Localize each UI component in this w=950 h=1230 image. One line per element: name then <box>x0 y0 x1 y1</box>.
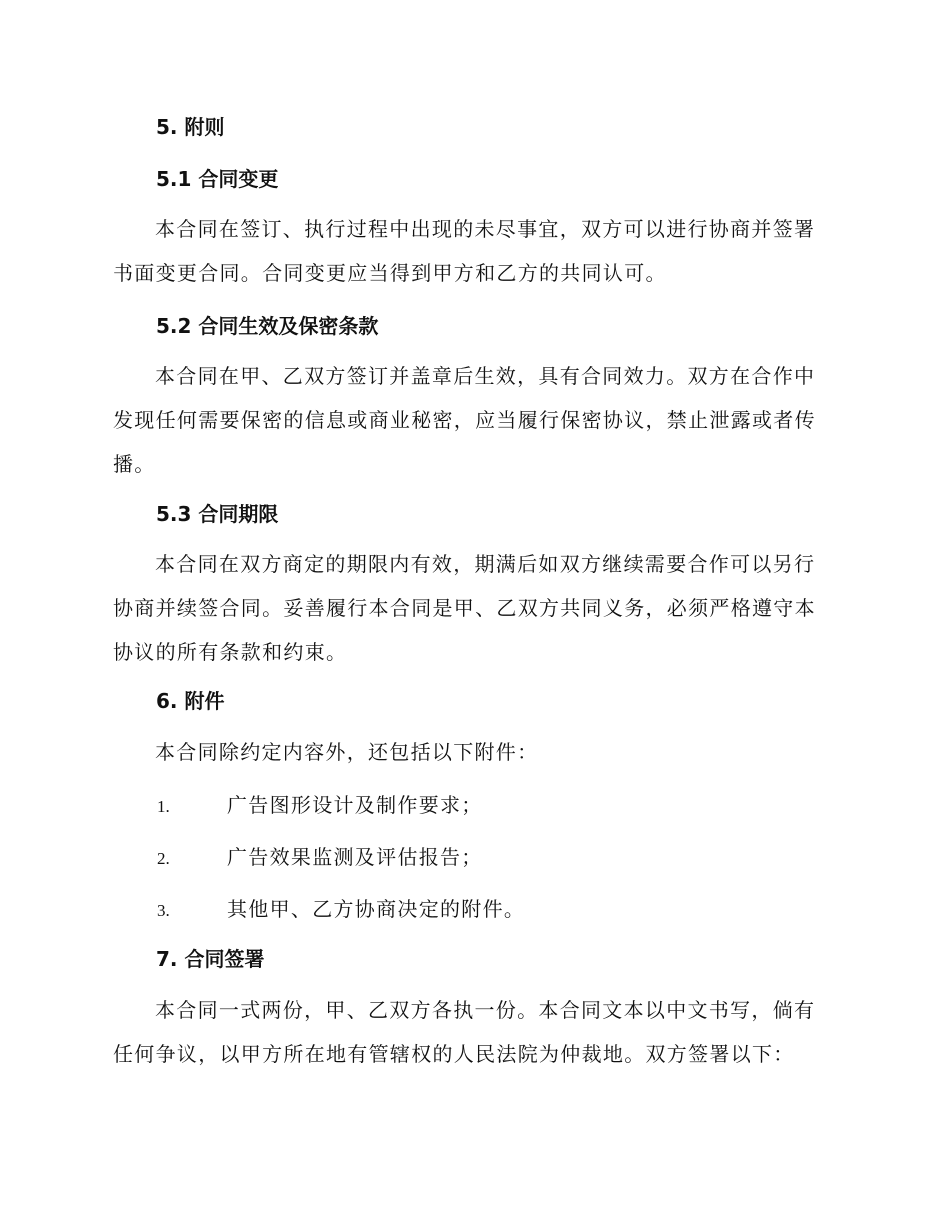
paragraph-line: 任何争议，以甲方所在地有管辖权的人民法院为仲裁地。双方签署以下： <box>113 1042 795 1066</box>
section-heading-6: 6. 附件 <box>156 689 225 713</box>
paragraph-line: 播。 <box>113 452 156 476</box>
section-heading-5-3: 5.3 合同期限 <box>156 502 279 526</box>
section-heading-5: 5. 附则 <box>156 115 225 139</box>
section-heading-5-2: 5.2 合同生效及保密条款 <box>156 314 379 338</box>
paragraph-line: 本合同一式两份，甲、乙双方各执一份。本合同文本以中文书写，倘有 <box>155 998 816 1022</box>
section-heading-5-1: 5.1 合同变更 <box>156 167 279 191</box>
section-heading-7: 7. 合同签署 <box>156 947 265 971</box>
paragraph-line: 本合同在签订、执行过程中出现的未尽事宜，双方可以进行协商并签署 <box>155 217 816 241</box>
list-item-text: 广告效果监测及评估报告； <box>227 845 483 869</box>
paragraph-line: 协商并续签合同。妥善履行本合同是甲、乙双方共同义务，必须严格遵守本 <box>113 596 816 620</box>
paragraph-line: 书面变更合同。合同变更应当得到甲方和乙方的共同认可。 <box>113 261 667 285</box>
list-item-number: 3. <box>157 901 170 920</box>
paragraph-contract-term <box>113 542 833 674</box>
paragraph-attachments-intro: 本合同除约定内容外，还包括以下附件： <box>155 740 539 764</box>
paragraph-line: 本合同在甲、乙双方签订并盖章后生效，具有合同效力。双方在合作中 <box>155 364 816 388</box>
list-item-number: 2. <box>157 849 170 868</box>
paragraph-contract-changes <box>113 207 833 295</box>
paragraph-line: 本合同在双方商定的期限内有效，期满后如双方继续需要合作可以另行 <box>155 552 816 576</box>
list-item-text: 广告图形设计及制作要求； <box>227 793 483 817</box>
list-item <box>157 896 525 924</box>
paragraph-line: 发现任何需要保密的信息或商业秘密，应当履行保密协议，禁止泄露或者传 <box>113 408 816 432</box>
paragraph-effectiveness-confidentiality <box>113 354 833 486</box>
list-item <box>157 792 483 820</box>
paragraph-line: 协议的所有条款和约束。 <box>113 640 348 664</box>
list-item-number: 1. <box>157 797 170 816</box>
paragraph-contract-signing <box>113 988 833 1076</box>
list-item <box>157 844 483 872</box>
list-item-text: 其他甲、乙方协商决定的附件。 <box>227 897 526 921</box>
